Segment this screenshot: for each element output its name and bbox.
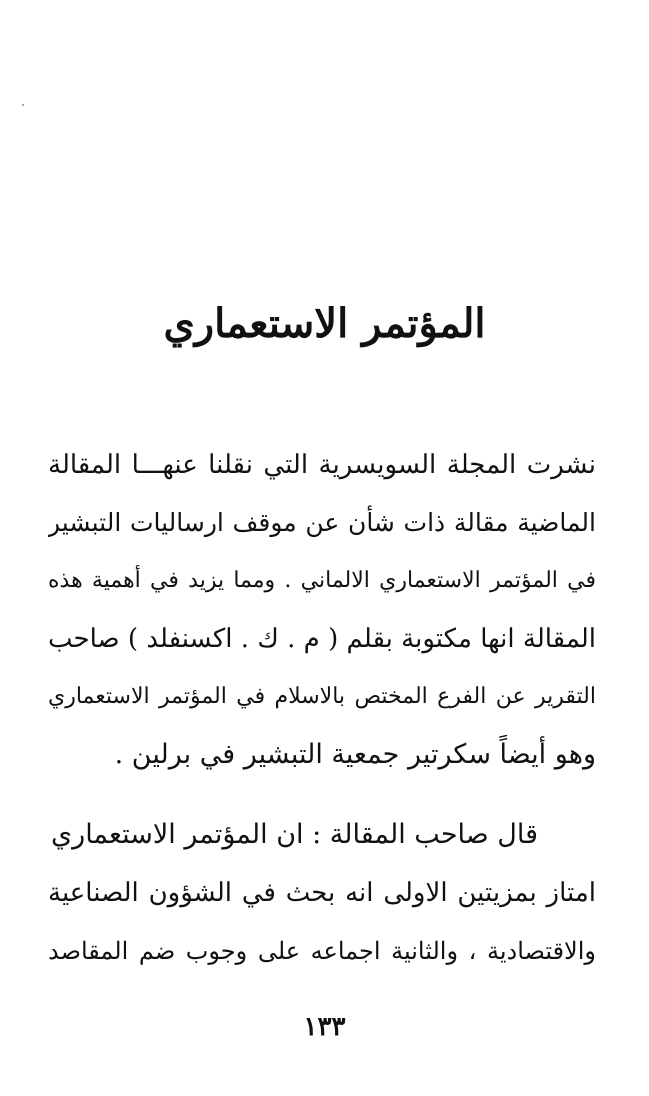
paragraph-2 [48, 806, 596, 980]
text-line: في المؤتمر الاستعماري الالماني . ومما يزيد في أهمية هذه [48, 568, 596, 593]
paragraph-1 [48, 436, 596, 784]
text-line: والاقتصادية ، والثانية اجماعه على وجوب ضم المقاصد [48, 937, 596, 965]
chapter-title: المؤتمر الاستعماري [163, 300, 486, 347]
text-line: وهو أيضاً سكرتير جمعية التبشير في برلين . [114, 739, 596, 770]
text-line: المقالة انها مكتوبة بقلم ( م . ك . اكسنفلد ) صاحب [48, 624, 596, 654]
text-line: الماضية مقالة ذات شأن عن موقف ارساليات التبشير [48, 508, 596, 537]
page-speck [22, 104, 24, 106]
text-line: التقرير عن الفرع المختص بالاسلام في المؤتمر الاستعماري [48, 684, 596, 709]
text-line: امتاز بمزيتين الاولى انه بحث في الشؤون الصناعية [48, 878, 596, 908]
page-number: ١٣٣ [303, 1012, 346, 1042]
text-line: نشرت المجلة السويسرية التي نقلنا عنهـــا المقالة [48, 450, 596, 480]
text-line: قال صاحب المقالة : ان المؤتمر الاستعماري [51, 819, 538, 850]
